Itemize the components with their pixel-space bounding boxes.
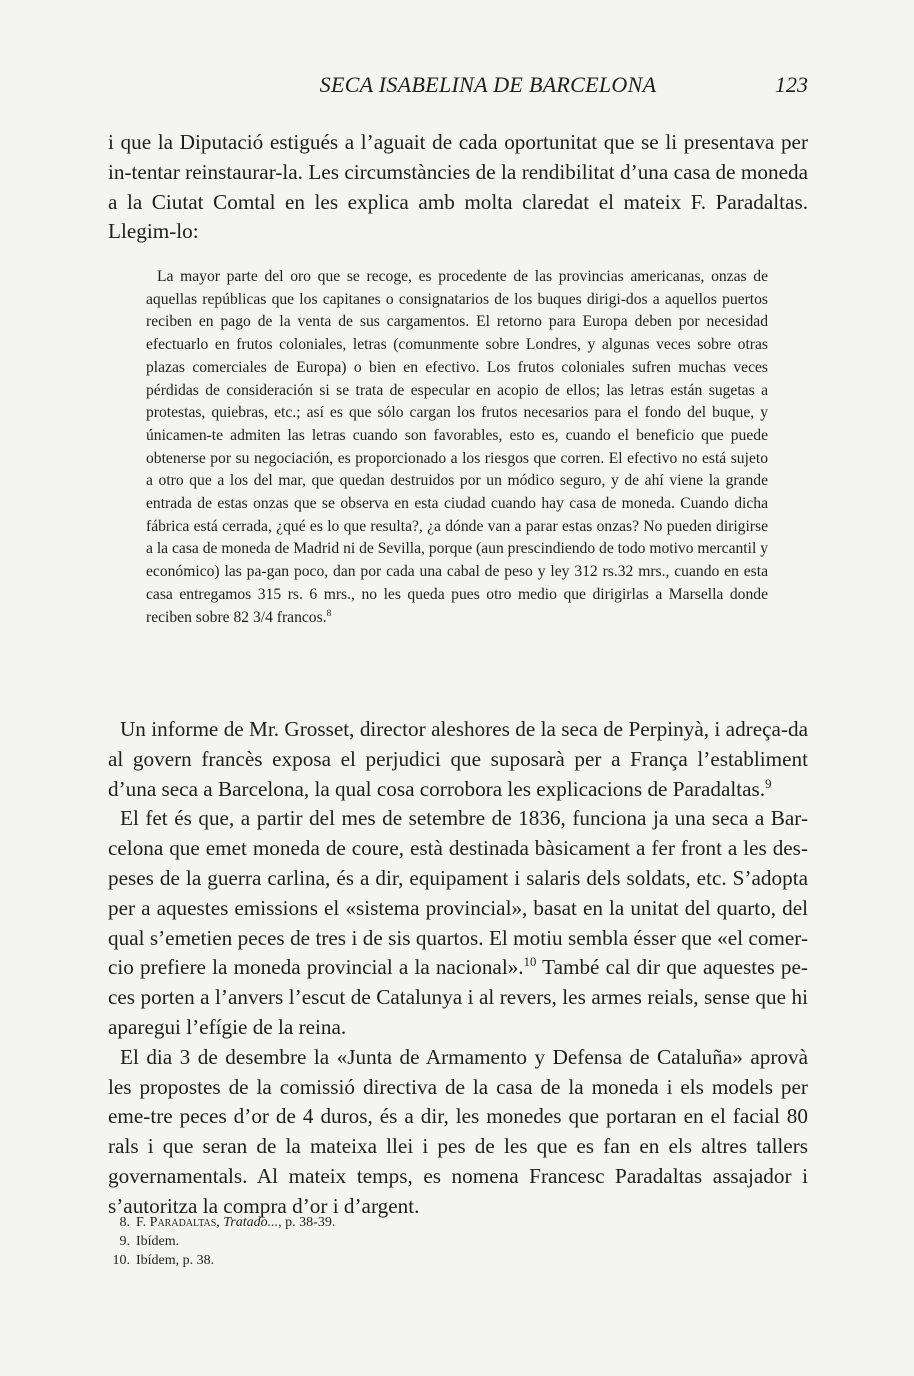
intro-paragraph-text: i que la Diputació estigués a l’aguait de cada oportunitat que se li presentava per in-tentar reinstaurar-la. Les circumstàncies de la rendibilitat d’una casa de moneda a la Ciutat Comtal en les explica amb molta claredat el mateix F. Paradaltas. Llegim-lo:: [108, 130, 808, 244]
footnote-number: 8.: [119, 1215, 130, 1230]
main-text: [108, 715, 808, 1222]
footnote-10: [108, 1251, 508, 1270]
quote-body: La mayor parte del oro que se recoge, es procedente de las provincias americanas, onzas de aquellas repúblicas que los capitanes o consignatarios de los buques dirigi-dos a aquellos puertos reciben en pago de la venta de sus cargamentos. El retorno para Europa deben por necesidad efectuarlo en frutos coloniales, letras (comunmente sobre Londres, y algunas veces sobre otras plazas comerciales de Europa) o bien en efectivo. Los frutos coloniales sufren muchas veces pérdidas de consideración si se trata de especular en acopio de ellos; las letras están sugetas a protestas, quiebras, etc.; así es que sólo cargan los frutos necesarios para el fondo del buque, y únicamen-te admiten las letras cuando son favorables, esto es, cuando el beneficio que puede obtenerse por su negociación, es proporcionado a los riesgos que corren. El efectivo no está sujeto a otro que a los del mar, que quedan destruidos por un módico seguro, y de ahí viene la grande entrada de estas onzas que se observa en esta ciudad cuando hay casa de moneda. Cuando dicha fábrica está cerrada, ¿qué es lo que resulta?, ¿a dónde van a parar estas onzas? No pueden dirigirse a la casa de moneda de Madrid ni de Sevilla, porque (aun prescindiendo de todo motivo mercantil y económico) las pa-gan poco, dan por cada una cabal de peso y ley 312 rs.32 mrs., cuando en esta casa entregamos 315 rs. 6 mrs., no les queda pues otro medio que dirigirlas a Marsella donde reciben sobre 82 3/4 francos.: [146, 268, 768, 626]
footnote-9: [108, 1232, 508, 1251]
running-head-title: SECA ISABELINA DE BARCELONA: [319, 72, 657, 97]
footnote-author: F. Paradaltas,: [136, 1215, 220, 1230]
paragraph-text: Un informe de Mr. Grosset, director aleshores de la seca de Perpinyà, i adreça-da al govern francès exposa el perjudici que suposarà per a França l’establiment d’una seca a Barcelona, la qual cosa corrobora les explicacions de Paradaltas.: [108, 717, 808, 801]
footnote-text: [136, 1213, 335, 1232]
page-number: 123: [775, 72, 808, 97]
footnote-8: [108, 1213, 508, 1232]
paragraph-seca-1836: [108, 804, 808, 1042]
footnote-ref-8: 8: [326, 608, 332, 619]
block-quote: [146, 266, 768, 629]
paragraph-text: El dia 3 de desembre la «Junta de Armamento y Defensa de Cataluña» aprovà les propostes de la comissió directiva de la casa de la moneda i els models per eme-tre peces d’or de 4 duros, és a dir, les monedes que portaran en el facial 80 rals i que seran de la mateixa llei i pes de les que es fan en els altres tallers governamentals. Al mateix temps, es nomena Francesc Paradaltas assajador i s’autoritza la compra d’or i d’argent.: [108, 1044, 808, 1218]
footnote-title: Tratado...: [223, 1215, 279, 1230]
running-head: [108, 72, 808, 106]
paragraph-text: El fet és que, a partir del mes de setembre de 1836, funciona ja una seca a Bar-celona que emet moneda de coure, està destinada bàsicament a fer front a les des-peses de la guerra carlina, és a dir, equipament i salaris dels soldats, etc. S’adopta per a aquestes emissions el «sistema provincial», basat en la unitat del quarto, del qual s’emetien peces de tres i de sis quartos. El motiu sembla ésser que «el comer-cio prefiere la moneda provincial a la nacional».: [108, 806, 808, 980]
footnote-ref-9: 9: [765, 776, 772, 791]
footnote-number: 10.: [112, 1253, 130, 1268]
footnotes: [108, 1213, 508, 1270]
paragraph-junta: [108, 1043, 808, 1222]
footnote-text: Ibídem, p. 38.: [136, 1253, 215, 1268]
paragraph-text-continued: També cal dir que aquestes pe-ces porten a l’anvers l’escut de Catalunya i al revers, les armes reials, sense que hi aparegui l’efígie de la reina.: [108, 955, 808, 1039]
footnote-text: Ibídem.: [136, 1234, 180, 1249]
footnote-ref-10: 10: [523, 955, 537, 970]
intro-paragraph: [108, 128, 808, 247]
paragraph-grosset: [108, 715, 808, 804]
footnote-pages: , p. 38-39.: [278, 1215, 336, 1230]
block-quote-text: [146, 266, 768, 629]
footnote-number: 9.: [119, 1234, 130, 1249]
